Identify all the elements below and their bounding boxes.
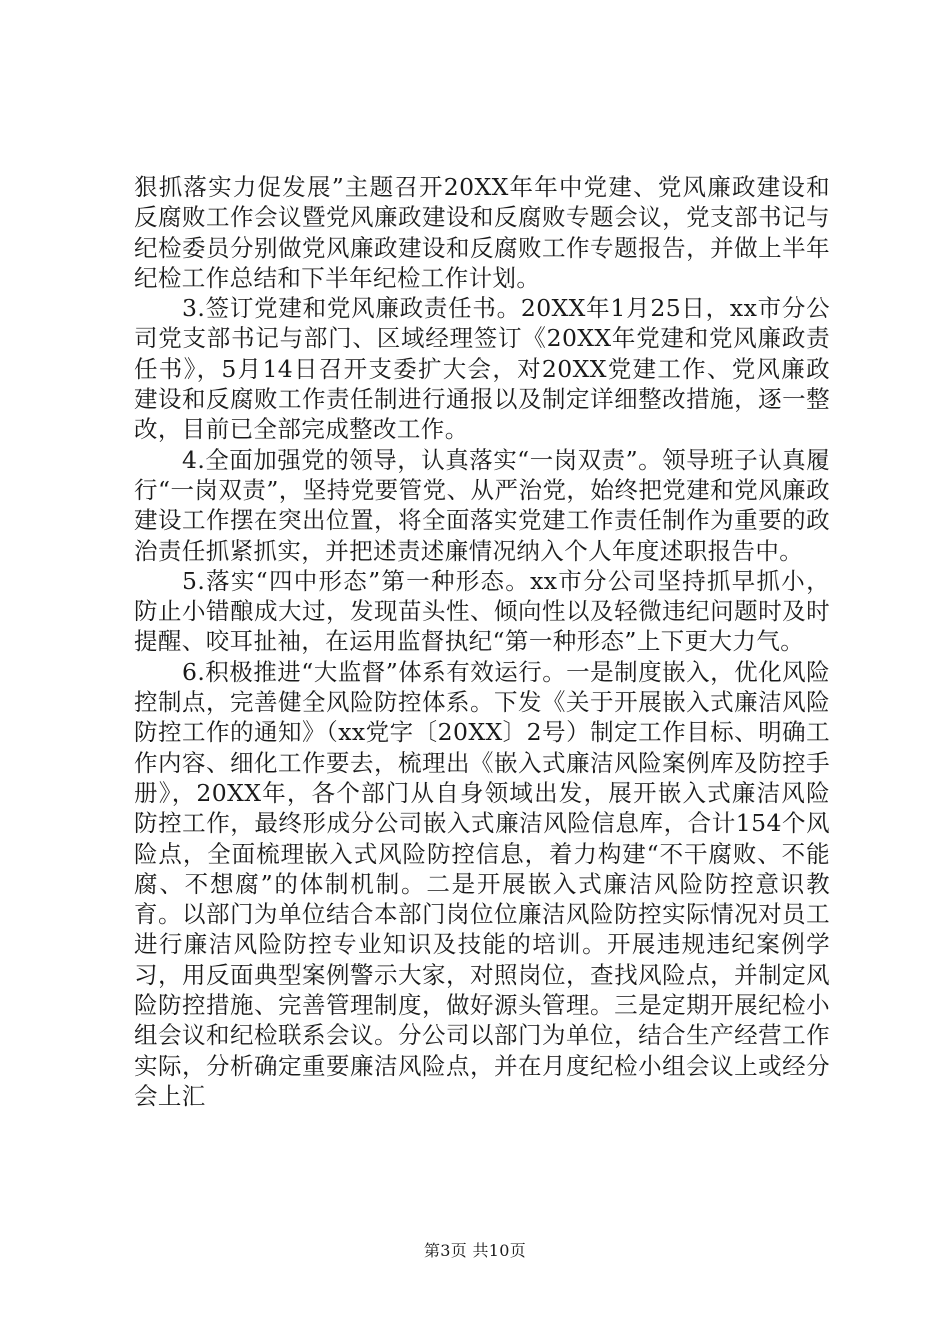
document-body	[134, 172, 830, 1111]
paragraph-continuation: 狠抓落实力促发展”主题召开20XX年年中党建、党风廉政建设和反腐败工作会议暨党风廉政建设和反腐败专题会议，党支部书记与纪检委员分别做党风廉政建设和反腐败工作专题报告，并做上半年纪检工作总结和下半年纪检工作计划。	[134, 173, 830, 292]
page-footer: 第3页 共10页	[423, 1241, 527, 1260]
paragraph-item-4: 4.全面加强党的领导，认真落实“一岗双责”。领导班子认真履行“一岗双责”，坚持党要管党、从严治党，始终把党建和党风廉政建设工作摆在突出位置，将全面落实党建工作责任制作为重要的政治责任抓紧抓实，并把述责述廉情况纳入个人年度述职报告中。	[134, 445, 830, 565]
paragraph-item-6: 6.积极推进“大监督”体系有效运行。一是制度嵌入，优化风险控制点，完善健全风险防控体系。下发《关于开展嵌入式廉洁风险防控工作的通知》（xx党字〔20XX〕2号）制定工作目标、明确工作内容、细化工作要去，梳理出《嵌入式廉洁风险案例库及防控手册》，20XX年，各个部门从自身领域出发，展开嵌入式廉洁风险防控工作，最终形成分公司嵌入式廉洁风险信息库，合计154个风险点，全面梳理嵌入式风险防控信息，着力构建“不干腐败、不能腐、不想腐”的体制机制。二是开展嵌入式廉洁风险防控意识教育。以部门为单位结合本部门岗位位廉洁风险防控实际情况对员工进行廉洁风险防控专业知识及技能的培训。开展违规违纪案例学习，用反面典型案例警示大家，对照岗位，查找风险点，并制定风险防控措施、完善管理制度，做好源头管理。三是定期开展纪检小组会议和纪检联系会议。分公司以部门为单位，结合生产经营工作实际，分析确定重要廉洁风险点，并在月度纪检小组会议上或经分会上汇	[134, 657, 830, 1110]
paragraph-item-5: 5.落实“四中形态”第一种形态。xx市分公司坚持抓早抓小，防止小错酿成大过，发现苗头性、倾向性以及轻微违纪问题时及时提醒、咬耳扯袖，在运用监督执纪“第一种形态”上下更大力气。	[134, 566, 830, 656]
paragraph-item-3: 3.签订党建和党风廉政责任书。20XX年1月25日，xx市分公司党支部书记与部门、区域经理签订《20XX年党建和党风廉政责任书》，5月14日召开支委扩大会，对20XX党建工作、党风廉政建设和反腐败工作责任制进行通报以及制定详细整改措施，逐一整改，目前已全部完成整改工作。	[134, 294, 830, 444]
